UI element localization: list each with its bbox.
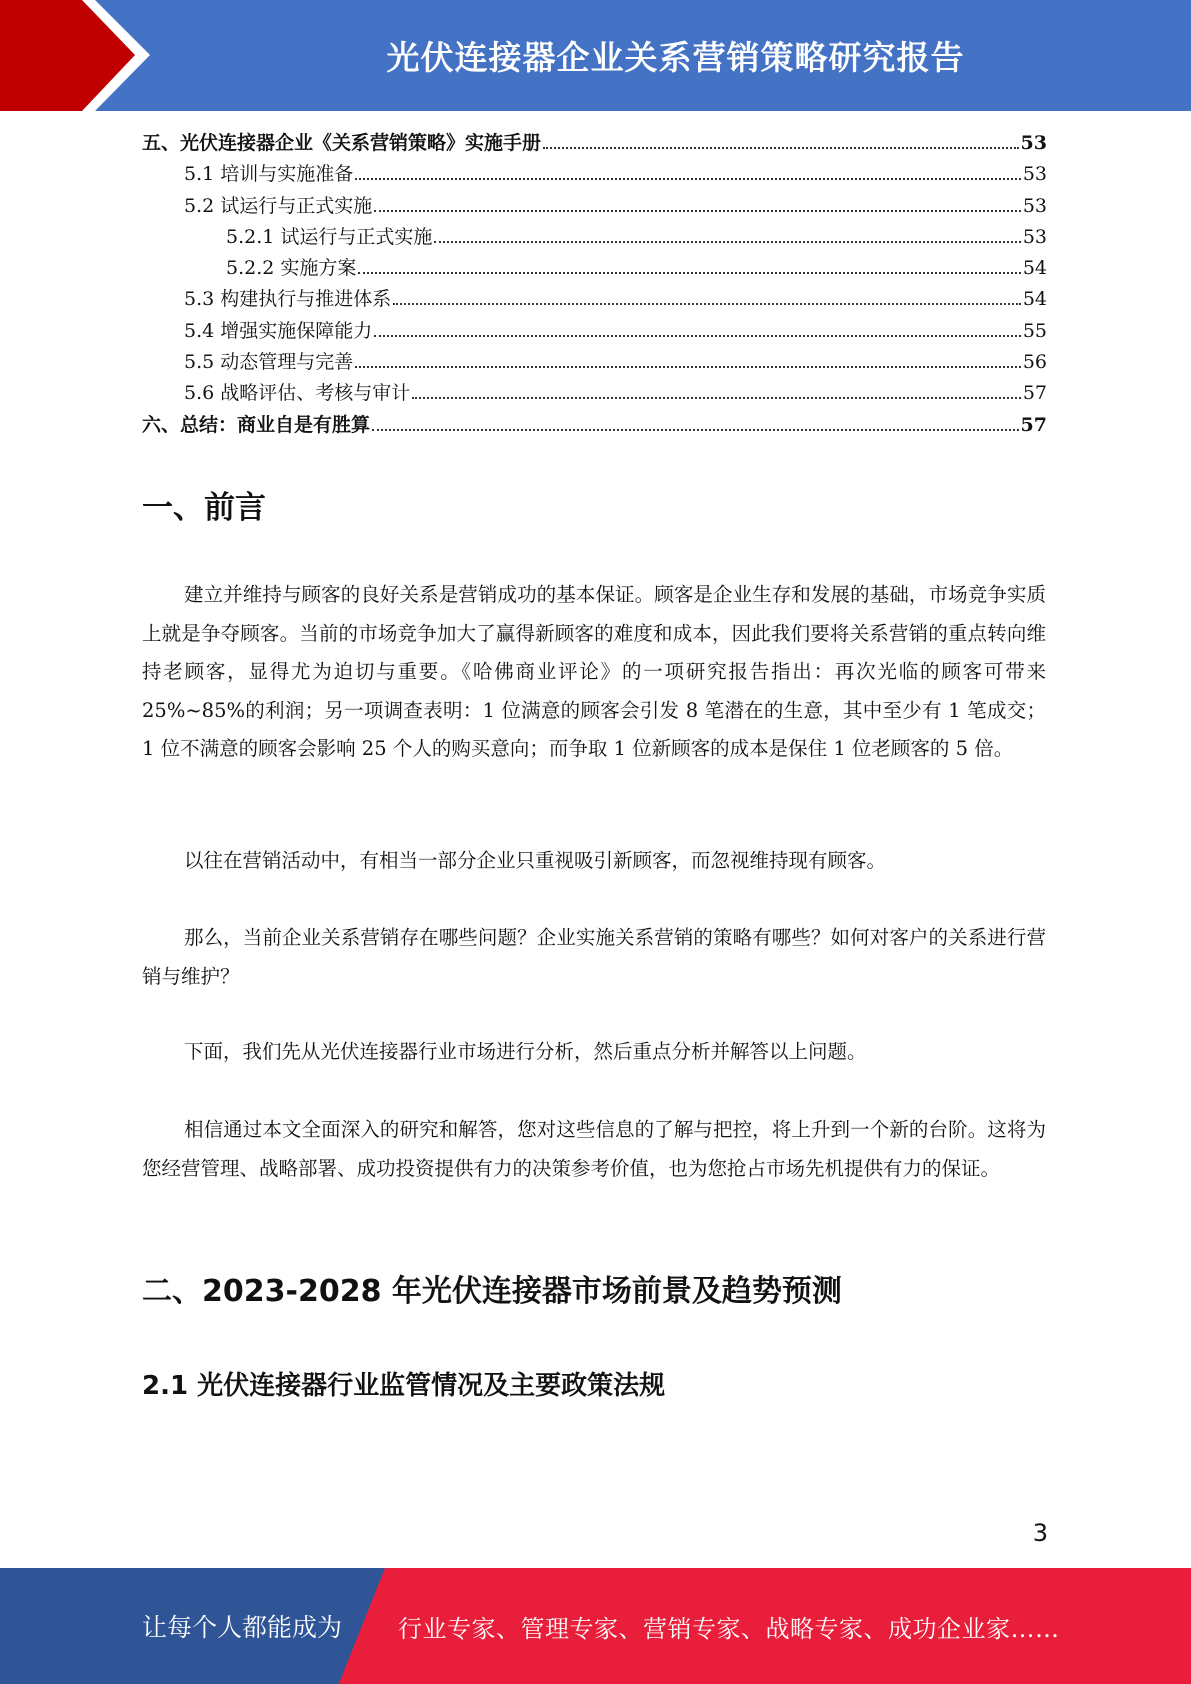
- section-heading-market-outlook: 二、2023-2028 年光伏连接器市场前景及趋势预测: [142, 1274, 842, 1309]
- toc-entry-label: 5.4 增强实施保障能力: [184, 319, 373, 342]
- toc-leader-dots: [434, 240, 1020, 243]
- toc-entry-label: 五、光伏连接器企业《关系营销策略》实施手册: [142, 132, 542, 154]
- toc-entry[interactable]: [142, 284, 1047, 315]
- toc-entry-label: 5.1 培训与实施准备: [184, 163, 354, 186]
- toc-leader-dots: [393, 302, 1021, 305]
- toc-entry[interactable]: [142, 159, 1047, 190]
- toc-entry-label: 5.2.2 实施方案: [226, 257, 357, 280]
- toc-leader-dots: [358, 271, 1020, 274]
- toc-entry[interactable]: [142, 347, 1047, 378]
- page-footer: [0, 1568, 1191, 1684]
- toc-entry-page: 53: [1022, 225, 1047, 248]
- body-paragraph: 以往在营销活动中，有相当一部分企业只重视吸引新顾客，而忽视维持现有顾客。: [184, 849, 887, 872]
- toc-leader-dots: [543, 146, 1019, 149]
- toc-entry-page: 54: [1022, 257, 1047, 280]
- toc-entry-label: 5.2.1 试运行与正式实施: [226, 225, 433, 248]
- toc-entry-page: 57: [1022, 382, 1047, 405]
- page-header: [0, 0, 1191, 111]
- toc-entry-label: 5.2 试运行与正式实施: [184, 194, 373, 217]
- report-title: 光伏连接器企业关系营销策略研究报告: [386, 38, 965, 77]
- toc-entry-page: 55: [1022, 319, 1047, 342]
- toc-entry-page: 56: [1022, 351, 1047, 374]
- toc-entry[interactable]: [142, 378, 1047, 409]
- toc-leader-dots: [355, 365, 1021, 368]
- toc-entry[interactable]: [142, 410, 1047, 441]
- footer-slogan-left: 让每个人都能成为: [142, 1613, 343, 1642]
- toc-entry-page: 53: [1022, 194, 1047, 217]
- toc-leader-dots: [374, 334, 1021, 337]
- table-of-contents: [142, 128, 1047, 441]
- toc-entry[interactable]: [142, 253, 1047, 284]
- toc-entry[interactable]: [142, 222, 1047, 253]
- toc-leader-dots: [374, 209, 1021, 212]
- body-paragraph: 相信通过本文全面深入的研究和解答，您对这些信息的了解与把控，将上升到一个新的台阶。这将为您经营管理、战略部署、成功投资提供有力的决策参考价值，也为您抢占市场先机提供有力的保证。: [142, 1118, 1046, 1180]
- body-paragraph: 下面，我们先从光伏连接器行业市场进行分析，然后重点分析并解答以上问题。: [184, 1040, 867, 1063]
- toc-entry-label: 六、总结：商业自是有胜算: [142, 413, 371, 436]
- toc-entry-label: 5.6 战略评估、考核与审计: [184, 382, 411, 405]
- section-heading-preface: 一、前言: [142, 490, 266, 526]
- footer-slogan-right: 行业专家、管理专家、营销专家、战略专家、成功企业家……: [398, 1614, 1060, 1643]
- toc-entry[interactable]: [142, 128, 1047, 159]
- body-paragraph: 那么，当前企业关系营销存在哪些问题？企业实施关系营销的策略有哪些？如何对客户的关系进行营销与维护？: [142, 926, 1046, 988]
- toc-leader-dots: [412, 396, 1021, 399]
- toc-entry-page: 53: [1020, 132, 1047, 154]
- toc-entry-page: 54: [1022, 288, 1047, 311]
- header-arrow-logo: [0, 0, 160, 111]
- toc-entry[interactable]: [142, 191, 1047, 222]
- subsection-heading-regulation: 2.1 光伏连接器行业监管情况及主要政策法规: [142, 1371, 666, 1401]
- toc-entry-label: 5.3 构建执行与推进体系: [184, 288, 392, 311]
- page-number: 3: [1032, 1519, 1048, 1547]
- toc-entry-page: 53: [1022, 163, 1047, 186]
- toc-entry-label: 5.5 动态管理与完善: [184, 351, 354, 374]
- toc-entry[interactable]: [142, 316, 1047, 347]
- toc-entry-page: 57: [1020, 413, 1047, 436]
- toc-leader-dots: [372, 428, 1019, 431]
- body-paragraph: 建立并维持与顾客的良好关系是营销成功的基本保证。顾客是企业生存和发展的基础，市场竞争实质上就是争夺顾客。当前的市场竞争加大了赢得新顾客的难度和成本，因此我们要将关系营销的重点转向维持老顾客，显得尤为迫切与重要。《哈佛商业评论》的一项研究报告指出：再次光临的顾客可带来 25%~85%的利润；另一项调查表明：1 位满意的顾客会引发 8 笔潜在的生意，其中至少有 1 笔成交；1 位不满意的顾客会影响 25 个人的购买意向；而争取 1 位新顾客的成本是保住 1 位老顾客的 5 倍。: [142, 583, 1046, 760]
- toc-leader-dots: [355, 177, 1021, 180]
